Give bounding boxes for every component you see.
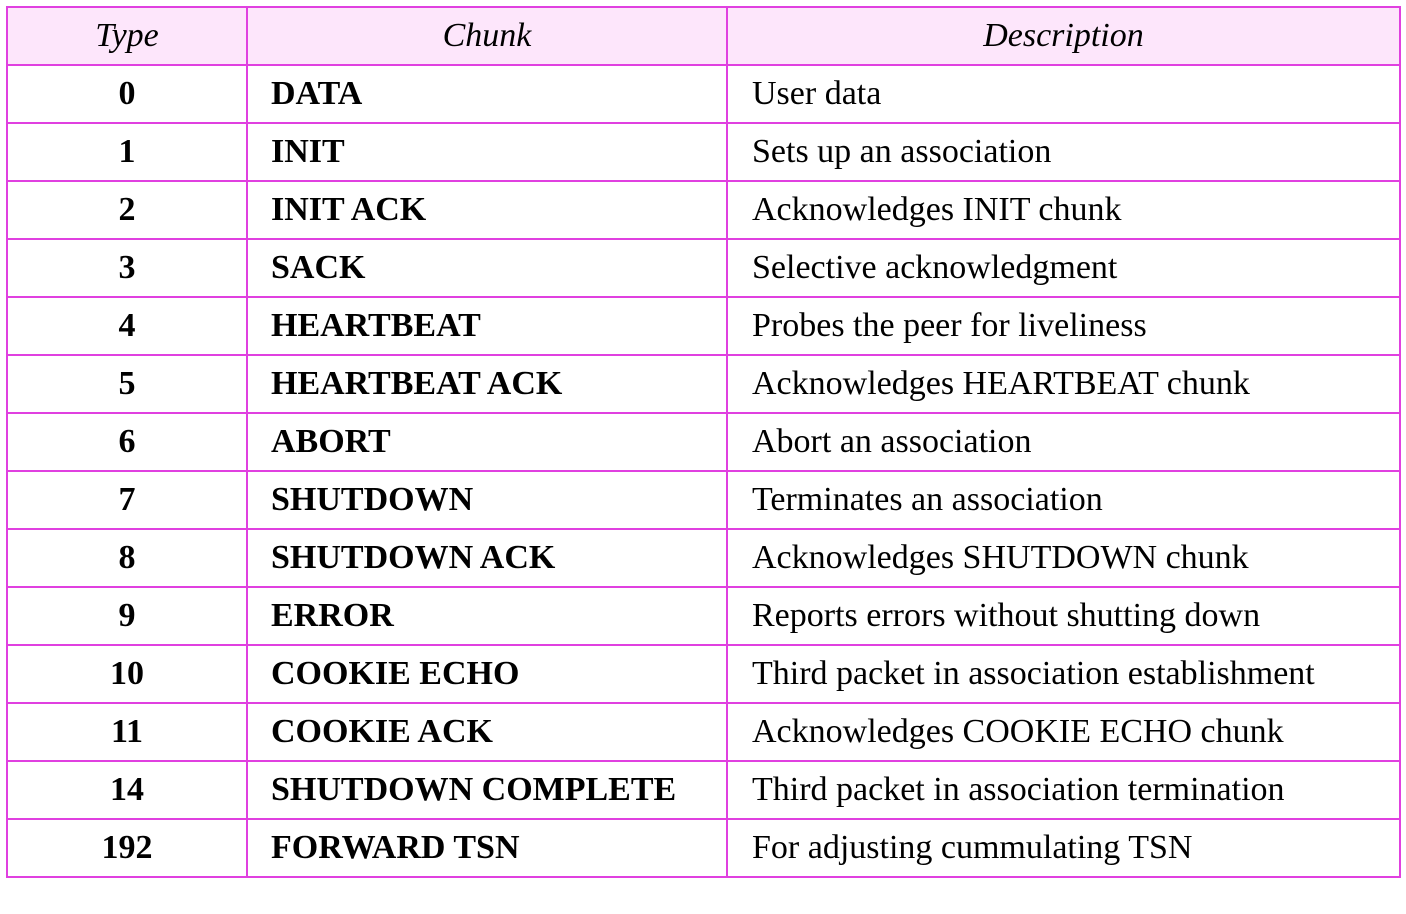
type-cell: 7 — [7, 471, 247, 529]
description-cell: Terminates an association — [727, 471, 1400, 529]
header-row — [7, 7, 1400, 65]
chunk-cell: DATA — [247, 65, 727, 123]
table-header — [7, 7, 1400, 65]
table-row — [7, 529, 1400, 587]
type-cell: 2 — [7, 181, 247, 239]
chunk-cell: COOKIE ECHO — [247, 645, 727, 703]
chunk-cell: COOKIE ACK — [247, 703, 727, 761]
chunk-cell: FORWARD TSN — [247, 819, 727, 877]
chunk-cell: INIT ACK — [247, 181, 727, 239]
chunk-cell: HEARTBEAT ACK — [247, 355, 727, 413]
description-cell: Acknowledges COOKIE ECHO chunk — [727, 703, 1400, 761]
table-row — [7, 123, 1400, 181]
table-row — [7, 587, 1400, 645]
type-cell: 11 — [7, 703, 247, 761]
type-cell: 10 — [7, 645, 247, 703]
chunk-cell: SHUTDOWN ACK — [247, 529, 727, 587]
chunk-cell: HEARTBEAT — [247, 297, 727, 355]
type-cell: 1 — [7, 123, 247, 181]
chunk-cell: ERROR — [247, 587, 727, 645]
description-cell: Acknowledges INIT chunk — [727, 181, 1400, 239]
table-row — [7, 819, 1400, 877]
table-row — [7, 703, 1400, 761]
type-cell: 3 — [7, 239, 247, 297]
chunk-cell: ABORT — [247, 413, 727, 471]
description-cell: Selective acknowledgment — [727, 239, 1400, 297]
description-cell: For adjusting cummulating TSN — [727, 819, 1400, 877]
header-type: Type — [7, 7, 247, 65]
table-row — [7, 297, 1400, 355]
type-cell: 0 — [7, 65, 247, 123]
type-cell: 4 — [7, 297, 247, 355]
table-row — [7, 355, 1400, 413]
table-row — [7, 471, 1400, 529]
description-cell: Acknowledges HEARTBEAT chunk — [727, 355, 1400, 413]
description-cell: Third packet in association establishment — [727, 645, 1400, 703]
table-row — [7, 761, 1400, 819]
table-row — [7, 413, 1400, 471]
description-cell: Probes the peer for liveliness — [727, 297, 1400, 355]
header-description: Description — [727, 7, 1400, 65]
table-row — [7, 181, 1400, 239]
description-cell: Reports errors without shutting down — [727, 587, 1400, 645]
header-chunk: Chunk — [247, 7, 727, 65]
table-row — [7, 645, 1400, 703]
type-cell: 14 — [7, 761, 247, 819]
chunk-cell: SHUTDOWN COMPLETE — [247, 761, 727, 819]
table-body — [7, 65, 1400, 877]
type-cell: 192 — [7, 819, 247, 877]
sctp-chunk-types-table — [6, 6, 1401, 878]
type-cell: 5 — [7, 355, 247, 413]
description-cell: Third packet in association termination — [727, 761, 1400, 819]
description-cell: Abort an association — [727, 413, 1400, 471]
description-cell: Sets up an association — [727, 123, 1400, 181]
description-cell: User data — [727, 65, 1400, 123]
chunk-cell: SACK — [247, 239, 727, 297]
chunk-cell: SHUTDOWN — [247, 471, 727, 529]
chunk-cell: INIT — [247, 123, 727, 181]
table-row — [7, 239, 1400, 297]
type-cell: 8 — [7, 529, 247, 587]
description-cell: Acknowledges SHUTDOWN chunk — [727, 529, 1400, 587]
type-cell: 9 — [7, 587, 247, 645]
table-row — [7, 65, 1400, 123]
type-cell: 6 — [7, 413, 247, 471]
